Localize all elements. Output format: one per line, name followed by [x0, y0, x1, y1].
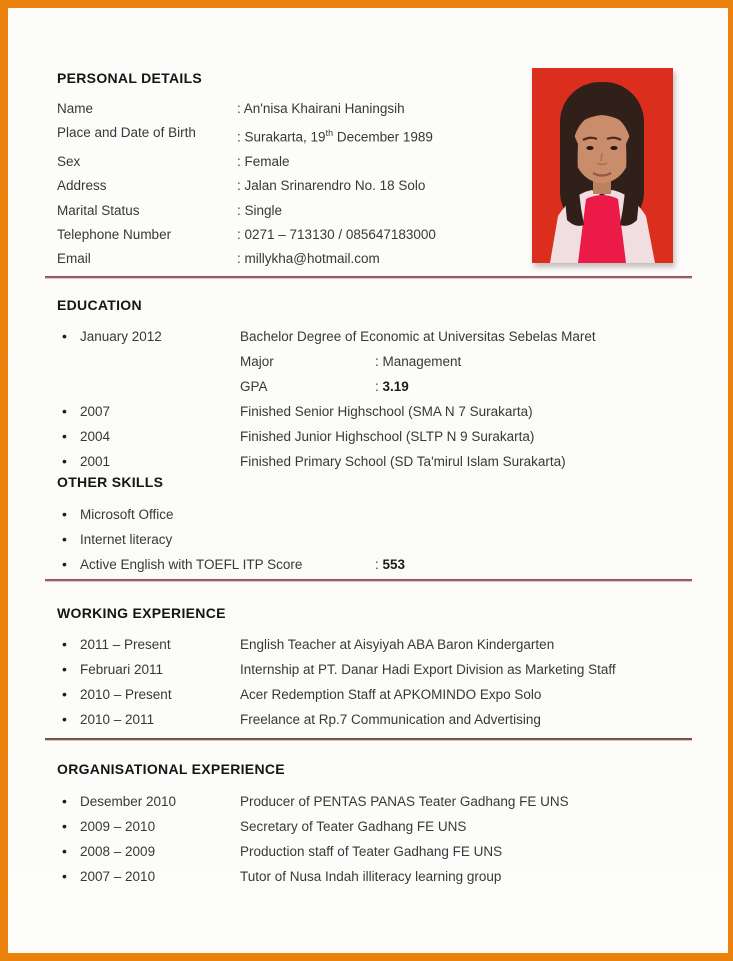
- list-item-org: [57, 789, 728, 814]
- section-working-experience: [57, 605, 728, 732]
- applicant-photo: [532, 68, 673, 263]
- item-date: • 2009 – 2010: [80, 818, 156, 834]
- education-detail-gpa: [240, 374, 708, 399]
- skill-text: • Internet literacy: [80, 531, 173, 547]
- section-divider: [45, 738, 692, 741]
- detail-label: Name: [57, 101, 94, 116]
- list-item-work: [57, 707, 728, 732]
- list-item-org: [57, 864, 728, 889]
- detail-value: : Jalan Srinarendro No. 18 Solo: [237, 178, 426, 194]
- ordinal-suffix: th: [325, 128, 334, 139]
- item-description: Internship at PT. Danar Hadi Export Division as Marketing Staff: [240, 661, 616, 677]
- detail-label: Major: [240, 353, 274, 369]
- list-item-work: [57, 682, 728, 707]
- item-date: • 2004: [80, 428, 111, 444]
- item-date: • 2008 – 2009: [80, 843, 156, 859]
- list-item-education: [57, 449, 728, 474]
- list-item-work: [57, 657, 728, 682]
- personal-details-heading: PERSONAL DETAILS: [57, 70, 203, 86]
- item-date: • 2007: [80, 403, 111, 419]
- item-description: Production staff of Teater Gadhang FE UNS: [240, 843, 503, 859]
- detail-value: : Management: [375, 353, 462, 369]
- other-skills-heading: OTHER SKILLS: [57, 473, 164, 490]
- item-description: Tutor of Nusa Indah illiteracy learning group: [240, 868, 502, 884]
- item-date: • 2011 – Present: [80, 636, 171, 652]
- detail-value: : Surakarta, 19th December 1989: [237, 128, 433, 145]
- item-description: Secretary of Teater Gadhang FE UNS: [240, 818, 467, 834]
- list-item-education: [57, 399, 728, 424]
- skill-score: : 553: [375, 556, 406, 572]
- item-date: • 2010 – Present: [80, 686, 172, 702]
- item-description: Finished Senior Highschool (SMA N 7 Surakarta): [240, 403, 533, 419]
- list-item-education: [57, 424, 728, 449]
- item-description: Finished Junior Highschool (SLTP N 9 Surakarta): [240, 428, 535, 444]
- skill-text: • Active English with TOEFL ITP Score: [80, 556, 303, 572]
- detail-label: Place and Date of Birth: [57, 125, 196, 141]
- organisational-experience-heading: ORGANISATIONAL EXPERIENCE: [57, 760, 285, 777]
- item-description: English Teacher at Aisyiyah ABA Baron Kindergarten: [240, 636, 555, 652]
- detail-value: : millykha@hotmail.com: [237, 251, 380, 267]
- organisational-experience-list: [57, 789, 728, 889]
- list-item-work: [57, 632, 728, 657]
- list-item-skill-toefl: [57, 552, 728, 577]
- detail-value: : Female: [237, 154, 290, 170]
- section-divider: [45, 579, 692, 582]
- item-description: Producer of PENTAS PANAS Teater Gadhang FE UNS: [240, 793, 569, 809]
- detail-value: : 3.19: [375, 378, 409, 394]
- item-date: • 2007 – 2010: [80, 868, 156, 884]
- detail-value: : Single: [237, 202, 283, 218]
- item-description: Finished Primary School (SD Ta'mirul Islam Surakarta): [240, 453, 566, 469]
- item-description: Freelance at Rp.7 Communication and Advertising: [240, 711, 541, 727]
- detail-label: Address: [57, 178, 107, 194]
- section-organisational-experience: [57, 761, 728, 889]
- working-experience-list: [57, 632, 728, 732]
- list-item-org: [57, 814, 728, 839]
- item-date: • 2010 – 2011: [80, 711, 155, 727]
- detail-label: Sex: [57, 154, 81, 170]
- section-other-skills: [57, 474, 728, 577]
- list-item-skill: [57, 527, 728, 552]
- list-item-org: [57, 839, 728, 864]
- item-description: Acer Redemption Staff at APKOMINDO Expo Solo: [240, 686, 542, 702]
- detail-value: : An'nisa Khairani Haningsih: [237, 101, 405, 116]
- item-description: Bachelor Degree of Economic at Universitas Sebelas Maret Major : Management GPA : 3.19: [240, 324, 728, 399]
- skill-text: • Microsoft Office: [80, 506, 174, 522]
- section-education: [57, 297, 728, 474]
- section-divider: [45, 276, 692, 279]
- item-date: • January 2012: [80, 328, 162, 344]
- item-date: • Desember 2010: [80, 793, 177, 809]
- working-experience-heading: WORKING EXPERIENCE: [57, 604, 226, 621]
- detail-label: GPA: [240, 378, 268, 394]
- resume-page: [8, 8, 728, 953]
- detail-value: : 0271 – 713130 / 085647183000: [237, 226, 436, 242]
- portrait-illustration: [532, 68, 673, 263]
- detail-label: Email: [57, 251, 91, 267]
- education-list: [57, 324, 728, 474]
- list-item-education-degree: [57, 324, 728, 399]
- education-heading: EDUCATION: [57, 296, 142, 313]
- list-item-skill: [57, 502, 728, 527]
- education-detail-major: [240, 349, 708, 374]
- skills-list: [57, 502, 728, 577]
- item-date: • Februari 2011: [80, 661, 164, 677]
- detail-label: Marital Status: [57, 202, 140, 218]
- item-date: • 2001: [80, 453, 111, 469]
- detail-label: Telephone Number: [57, 226, 172, 242]
